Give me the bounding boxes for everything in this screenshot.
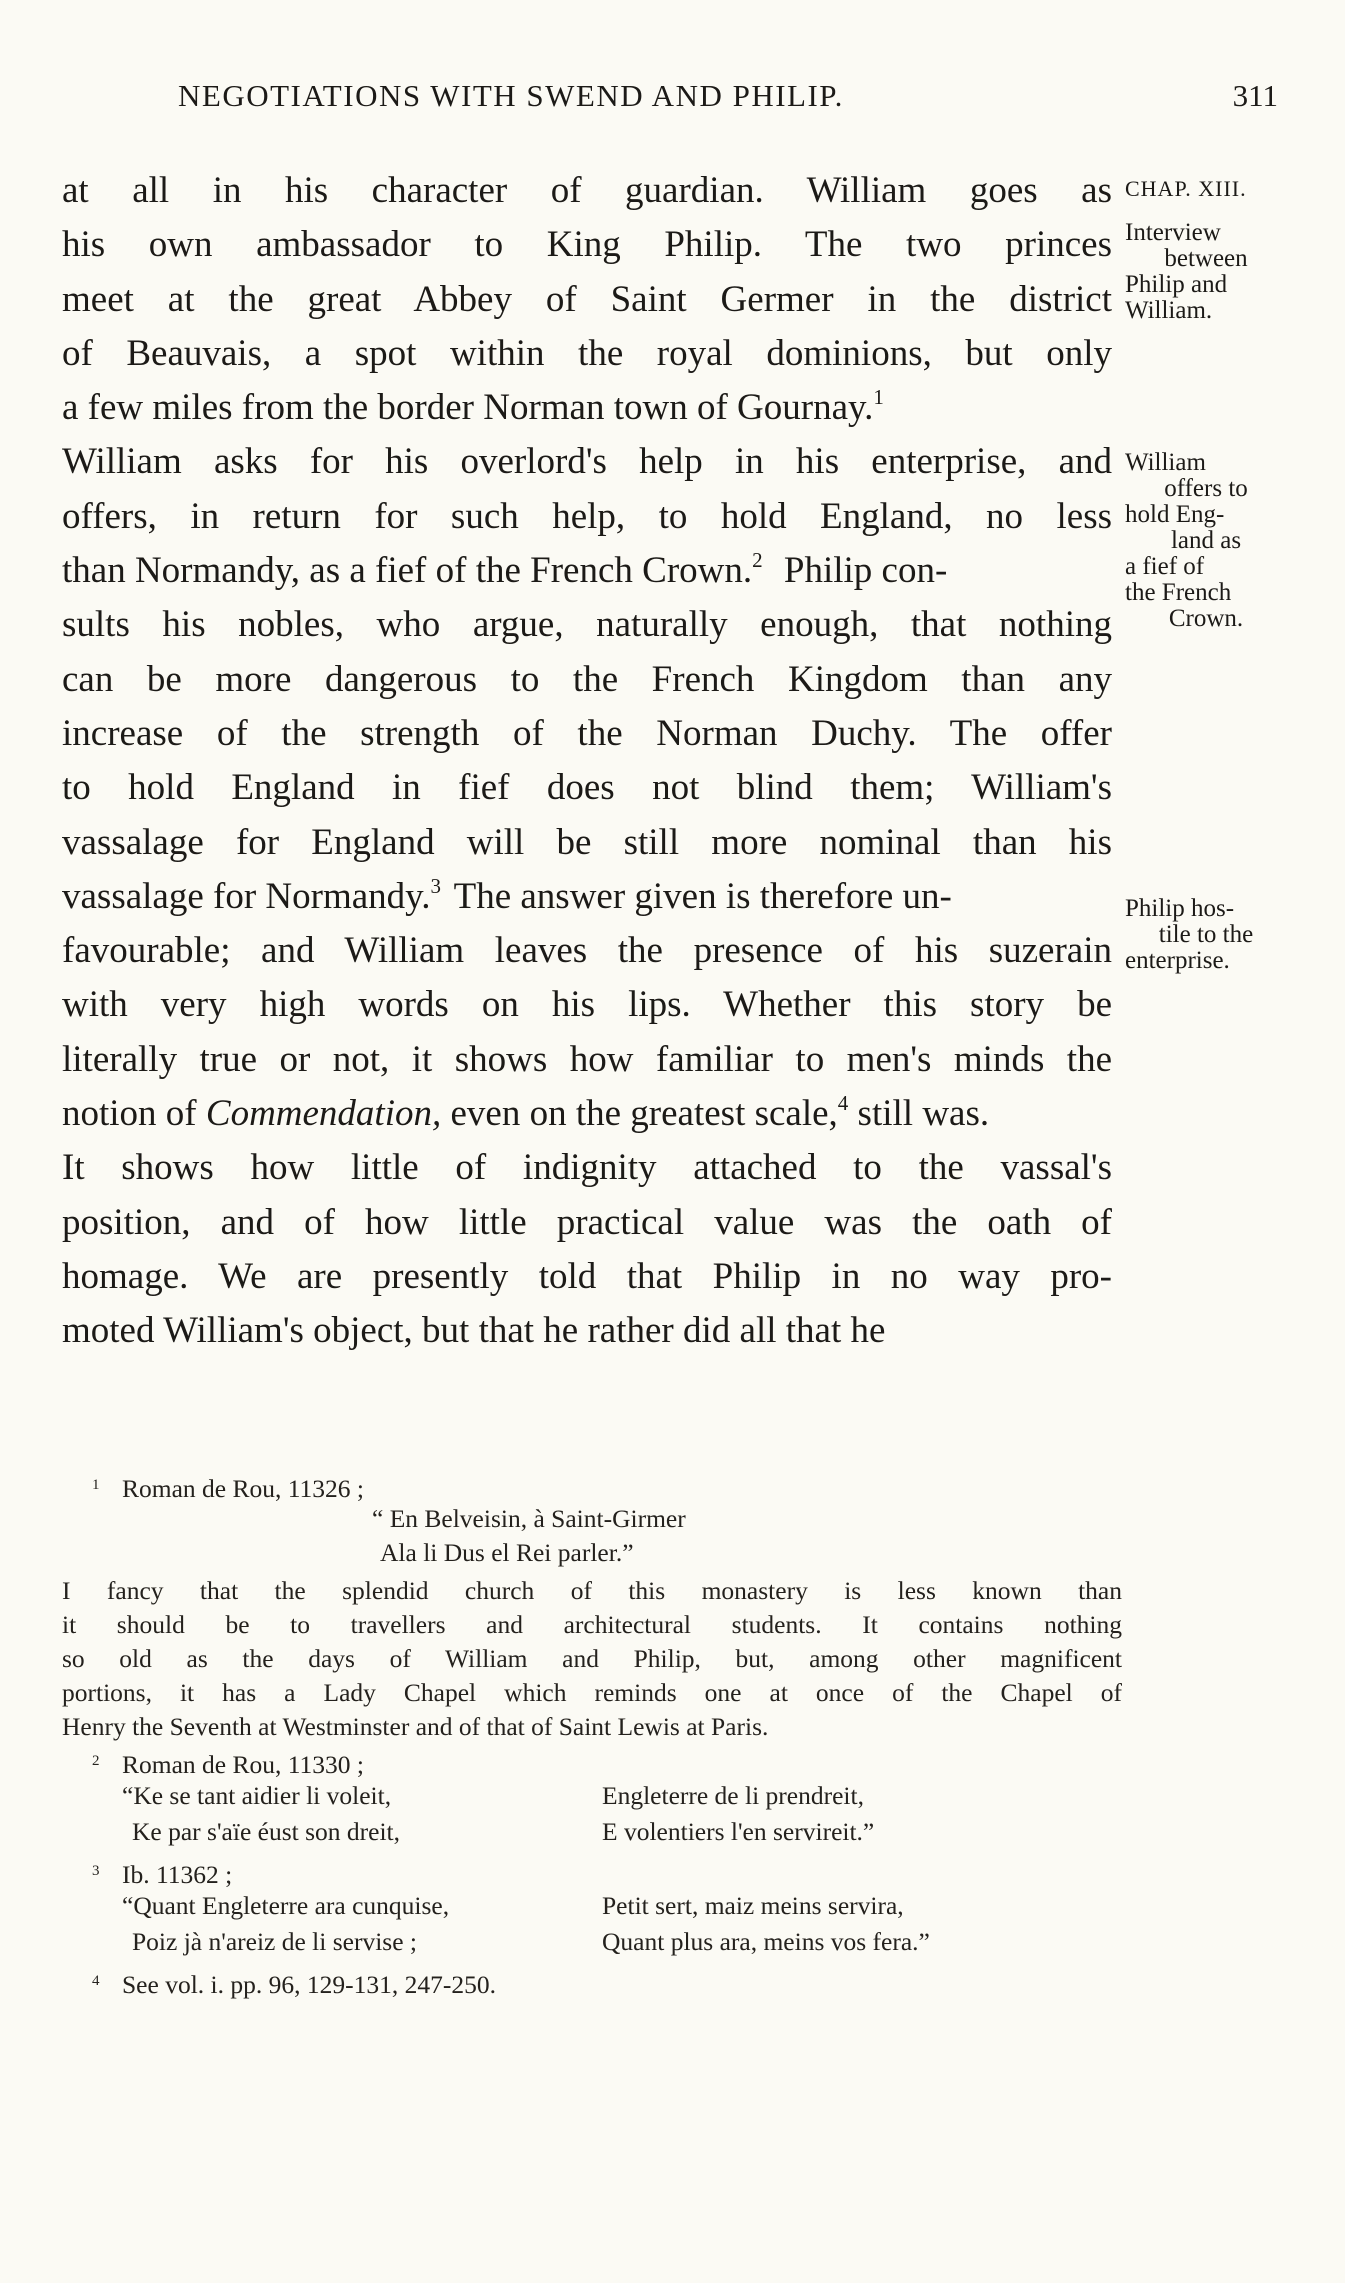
margin-note-line: Interview xyxy=(1125,219,1221,246)
text-line: William asks for his overlord's help in his enterprise, and xyxy=(62,441,1112,483)
text-line: moted William's object, but that he rather did all that he xyxy=(62,1310,886,1352)
margin-note-line: tile to the xyxy=(1158,921,1254,948)
verse-line: Petit sert, maiz meins servira, xyxy=(602,1891,904,1920)
footnote-3 xyxy=(62,1854,1122,1888)
margin-note-line: Philip and xyxy=(1125,271,1228,298)
verse-line: “ En Belveisin, à Saint-Girmer xyxy=(372,1504,686,1533)
verse-row xyxy=(62,1924,1122,1960)
text-segment: a few miles from the border Norman town of Gournay. xyxy=(62,387,874,429)
text-segment: vassalage for Normandy. xyxy=(62,875,431,917)
verse-row xyxy=(62,1814,1122,1850)
margin-note-line: the French xyxy=(1125,579,1232,606)
text-line xyxy=(62,381,1112,435)
text-line: It shows how little of indignity attached to the vassal's xyxy=(62,1147,1112,1189)
footnote-commentary-line: so old as the days of William and Philip, but, among other magnificent xyxy=(62,1644,1122,1673)
margin-note-line: hold Eng- xyxy=(1125,501,1225,528)
footnote-citation: Roman de Rou, 11330 ; xyxy=(122,1750,365,1779)
verse-row xyxy=(62,1888,1122,1924)
text-line: of Beauvais, a spot within the royal dominions, but only xyxy=(62,332,1112,374)
margin-note-line: between xyxy=(1164,245,1248,272)
running-header xyxy=(178,78,1278,128)
footnote-ref[interactable]: 4 xyxy=(837,1091,849,1116)
text-line: sults his nobles, who argue, naturally enough, that nothing xyxy=(62,604,1112,646)
verse-line: Engleterre de li prendreit, xyxy=(602,1781,864,1810)
text-line: with very high words on his lips. Whether this story be xyxy=(62,984,1112,1026)
footnote-4 xyxy=(62,1964,1122,1998)
margin-note-line: Philip hos- xyxy=(1125,895,1235,922)
text-segment: notion of xyxy=(62,1093,197,1135)
text-line: favourable; and William leaves the presence of his suzerain xyxy=(62,930,1112,972)
footnote-ref[interactable]: 3 xyxy=(430,873,442,898)
margin-note-line: William xyxy=(1125,449,1206,476)
footnote-number: 2 xyxy=(92,1753,100,1769)
verse-line: E volentiers l'en servireit.” xyxy=(602,1817,875,1846)
margin-note-line: William. xyxy=(1125,297,1213,324)
chapter-label: CHAP. XIII. xyxy=(1125,176,1247,201)
verse-line: Ke par s'aïe éust son dreit, xyxy=(132,1817,401,1846)
text-line: can be more dangerous to the French Kingdom than any xyxy=(62,658,1112,700)
footnote-number: 3 xyxy=(92,1863,100,1879)
text-line xyxy=(62,1087,1112,1141)
margin-note-line: Crown. xyxy=(1168,605,1244,632)
margin-note-chapter xyxy=(1125,176,1287,202)
footnote-1 xyxy=(62,1468,1122,1502)
text-line: at all in his character of guardian. William goes as xyxy=(62,170,1112,211)
text-line: offers, in return for such help, to hold England, no less xyxy=(62,495,1112,537)
verse-line: “Quant Engleterre ara cunquise, xyxy=(122,1891,450,1920)
italic-term: Commendation, xyxy=(205,1093,442,1135)
text-line: to hold England in fief does not blind them; William's xyxy=(62,767,1112,809)
text-line xyxy=(62,870,1112,924)
text-line: homage. We are presently told that Philip in no way pro- xyxy=(62,1255,1112,1297)
verse-line: Poiz jà n'areiz de li servise ; xyxy=(132,1927,417,1956)
margin-note-offer xyxy=(1125,450,1287,632)
text-segment: The answer given is therefore un- xyxy=(445,875,952,917)
text-segment: still was. xyxy=(848,1093,990,1135)
footnote-text: See vol. i. pp. 96, 129-131, 247-250. xyxy=(122,1970,496,1999)
footnote-commentary-line: Henry the Seventh at Westminster and of that of Saint Lewis at Paris. xyxy=(62,1712,769,1741)
footnote-commentary-line: portions, it has a Lady Chapel which reminds one at once of the Chapel of xyxy=(62,1678,1122,1707)
margin-note-line: a fief of xyxy=(1125,553,1205,580)
verse-line: Quant plus ara, meins vos fera.” xyxy=(602,1927,930,1956)
text-segment: Philip con- xyxy=(774,550,948,592)
text-line: his own ambassador to King Philip. The two princes xyxy=(62,224,1112,266)
footnote-number: 4 xyxy=(92,1973,100,1989)
footnote-citation: Roman de Rou, 11326 ; xyxy=(122,1474,365,1503)
text-line: literally true or not, it shows how familiar to men's minds the xyxy=(62,1038,1112,1080)
verse-row xyxy=(62,1778,1122,1814)
verse-line: “Ke se tant aidier li voleit, xyxy=(122,1781,392,1810)
running-title: NEGOTIATIONS WITH SWEND AND PHILIP. xyxy=(178,78,844,113)
text-line: increase of the strength of the Norman Duchy. The offer xyxy=(62,712,1112,754)
verse-line: Ala li Dus el Rei parler.” xyxy=(380,1538,634,1567)
margin-note-hostile xyxy=(1125,896,1287,974)
footnote-commentary-line: I fancy that the splendid church of this monastery is less known than xyxy=(62,1576,1122,1605)
text-line: position, and of how little practical value was the oath of xyxy=(62,1201,1112,1243)
text-segment: than Normandy, as a fief of the French Crown. xyxy=(62,550,753,592)
footnote-citation: Ib. 11362 ; xyxy=(122,1860,233,1889)
footnote-commentary-line: it should be to travellers and architectural students. It contains nothing xyxy=(62,1610,1122,1639)
text-segment: even on the greatest scale, xyxy=(441,1093,838,1135)
footnote-2 xyxy=(62,1744,1122,1778)
margin-note-interview xyxy=(1125,220,1287,324)
footnotes xyxy=(62,1468,1122,1998)
margin-note-line: enterprise. xyxy=(1125,947,1230,974)
footnote-number: 1 xyxy=(92,1477,100,1493)
footnote-ref[interactable]: 1 xyxy=(873,385,884,410)
margin-note-line: offers to xyxy=(1164,475,1248,502)
margin-note-line: land as xyxy=(1170,527,1242,554)
main-text xyxy=(62,164,1112,1359)
text-line: vassalage for England will be still more nominal than his xyxy=(62,821,1112,863)
text-line xyxy=(62,544,1112,598)
page-number: 311 xyxy=(1232,78,1278,113)
text-line: meet at the great Abbey of Saint Germer in the district xyxy=(62,278,1112,320)
footnote-ref[interactable]: 2 xyxy=(752,548,763,573)
